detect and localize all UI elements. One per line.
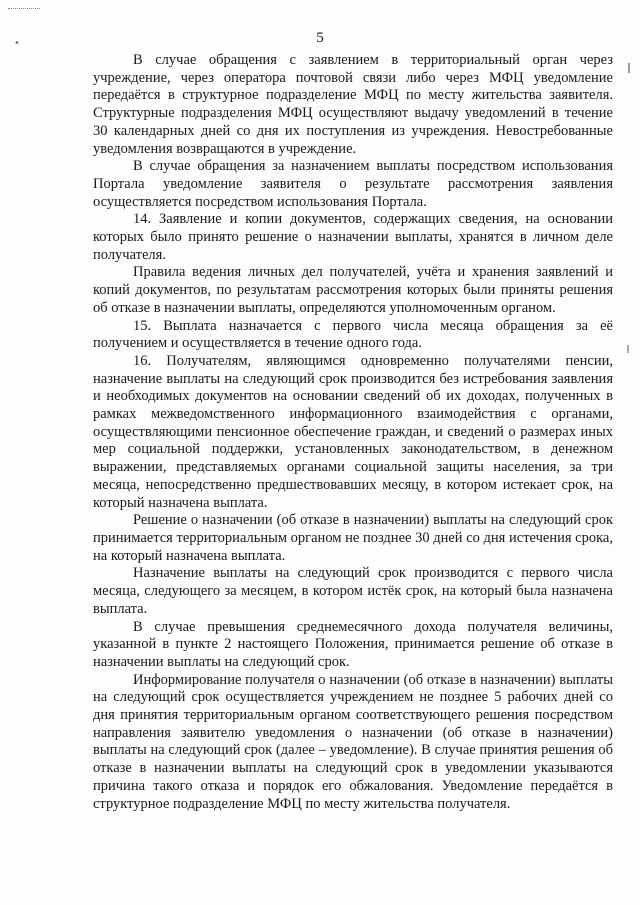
paragraph-notification-transfer: В случае обращения с заявлением в территориальный орган через учреждение, через оператора почтовой связи либо через МФЦ уведомление передаётся в структурное подразделение МФЦ по месту жительства заявителя. Структурные подразделения МФЦ осуществляют выдачу уведомлений в течение 30 календарных дней со дня их поступления из учреждения. Невостребованные уведомления возвращаются в учреждение.	[93, 52, 613, 157]
page-number: 5	[316, 30, 324, 46]
paragraph-personal-files-rules: Правила ведения личных дел получателей, учёта и хранения заявлений и копий документов, по результатам рассмотрения которых были приняты решения об отказе в назначении выплаты, определяются уполномоченным органом.	[93, 264, 613, 316]
document-body	[93, 52, 613, 813]
paragraph-item-15: 15. Выплата назначается с первого числа месяца обращения за её получением и осуществляется в течение одного года.	[93, 317, 613, 352]
paragraph-item-16: 16. Получателям, являющимся одновременно получателями пенсии, назначение выплаты на следующий срок производится без истребования заявления и необходимых документов на основании сведений об их доходах, полученных в рамках межведомственного информационного взаимодействия с органами, осуществляющими пенсионное обеспечение граждан, и сведений о размерах иных мер социальной поддержки, установленных законодательством, в денежном выражении, представляемых органами социальной защиты населения, за три месяца, непосредственно предшествовавших месяцу, в котором истекает срок, на который назначена выплата.	[93, 352, 613, 511]
scan-artifact-right-2	[627, 345, 629, 353]
paragraph-decision-deadline: Решение о назначении (об отказе в назначении) выплаты на следующий срок принимается территориальным органом не позднее 30 дней со дня истечения срока, на который назначена выплата.	[93, 512, 613, 564]
scan-artifact-left: •	[14, 38, 20, 49]
paragraph-recipient-informing: Информирование получателя о назначении (об отказе в назначении) выплаты на следующий срок осуществляется учреждением не позднее 5 рабочих дней со дня принятия территориальным органом соответствующего решения посредством направления заявителю уведомления о назначении (об отказе в назначении) выплаты на следующий срок (далее – уведомление). В случае принятия решения об отказе в назначении выплаты на следующий срок в уведомлении указываются причина такого отказа и порядок его обжалования. Уведомление передаётся в структурное подразделение МФЦ по месту жительства получателя.	[93, 671, 613, 812]
paragraph-item-14: 14. Заявление и копии документов, содержащих сведения, на основании которых было принято решение о назначении выплаты, хранятся в личном деле получателя.	[93, 211, 613, 263]
scan-artifact-top	[8, 8, 40, 10]
scan-artifact-right-1	[628, 63, 630, 73]
paragraph-next-term-start: Назначение выплаты на следующий срок производится с первого числа месяца, следующего за месяцем, в котором истёк срок, на который была назначена выплата.	[93, 565, 613, 617]
paragraph-income-excess: В случае превышения среднемесячного дохода получателя величины, указанной в пункте 2 настоящего Положения, принимается решение об отказе в назначении выплаты на следующий срок.	[93, 618, 613, 670]
paragraph-portal-notification: В случае обращения за назначением выплаты посредством использования Портала уведомление заявителя о результате рассмотрения заявления осуществляется посредством использования Портала.	[93, 158, 613, 210]
